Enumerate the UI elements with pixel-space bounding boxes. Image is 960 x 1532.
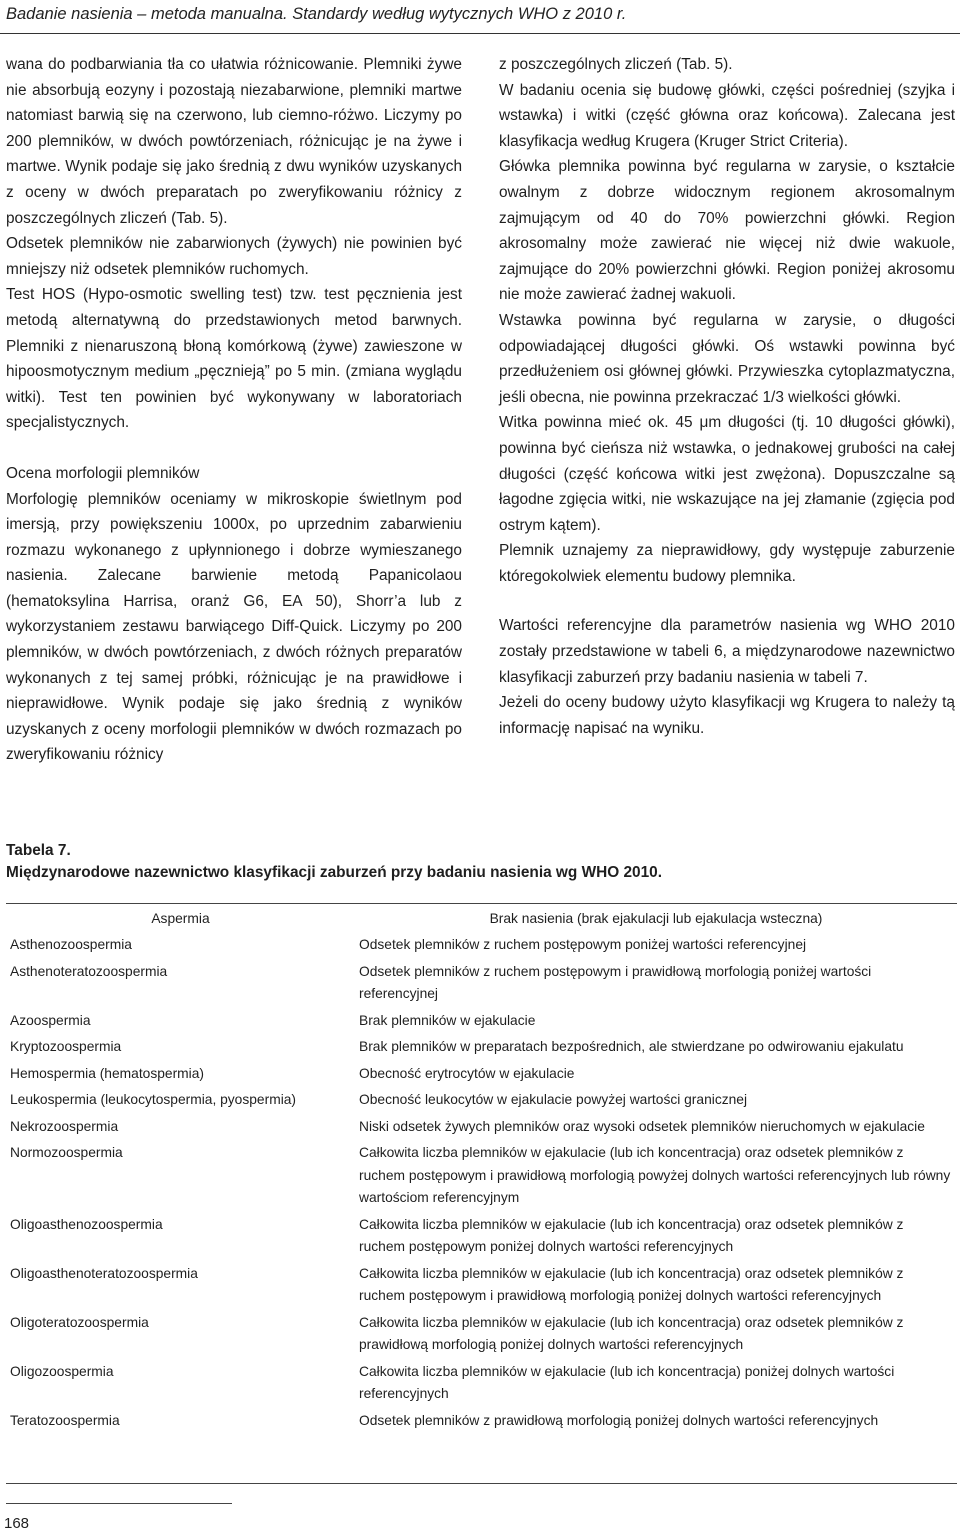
paragraph-morphology: Morfologię plemników oceniamy w mikroskopie świetlnym pod imersją, przy powiększeniu 1000x, po uprzednim zabarwieniu rozmazu wykonanego z upłynnionego i dobrze wymieszanego nasienia. Zalecane barwienie metodą Papanicolaou (hematoksylina Harrisa, oranż G6, EA 50), Shorr’a lub z wykorzystaniem zestawu barwiącego Diff-Quick. Liczymy po 200 plemników, w dwóch powtórzeniach, z dwóch różnych preparatów wykonanych z tej samej próbki, różnicując je na prawidłowe i nieprawidłowe. Wynik podaje się jako średnią z wyników uzyskanych z oceny morfologii plemników w dwóch rozmazach po zweryfikowaniu różnicy	[6, 490, 462, 764]
classification-table	[6, 903, 957, 1434]
header-term: Aspermia	[6, 904, 355, 933]
definition-cell: Całkowita liczba plemników w ejakulacie (lub ich koncentracja) oraz odsetek plemników z ruchem postępowym poniżej dolnych wartości referencyjnych	[359, 1216, 904, 1254]
footer-divider	[6, 1503, 232, 1504]
table-row	[6, 1034, 957, 1061]
table-row	[6, 1359, 957, 1408]
table-row	[6, 1310, 957, 1359]
paragraph-eosin: wana do podbarwiania tła co ułatwia różnicowanie. Plemniki żywe nie absorbują eozyny i pozostają niezabarwione, plemniki martwe natomiast barwią się na czerwono, lub ciemno-różwo. Liczymy po 200 plemników, w dwóch powtórzeniach, różnicując je na żywe i martwe. Wynik podaje się jako średnią z dwu wyników uzyskanych z oceny w dwóch preparatach po zweryfikowaniu różnicy z poszczególnych zliczeń (Tab. 5).	[6, 56, 462, 227]
header-definition: Brak nasienia (brak ejakulacji lub ejakulacja wsteczna)	[355, 904, 957, 933]
running-head: Badanie nasienia – metoda manualna. Standardy według wytycznych WHO z 2010 r.	[6, 5, 627, 23]
table-row	[6, 1408, 957, 1435]
definition-cell: Odsetek plemników z ruchem postępowym i prawidłową morfologią poniżej wartości referencyjnej	[359, 963, 872, 1001]
left-column	[6, 52, 462, 768]
definition-cell: Odsetek plemników z prawidłową morfologią poniżej dolnych wartości referencyjnych	[359, 1412, 879, 1428]
term-cell: Kryptozoospermia	[10, 1039, 122, 1054]
term-cell: Azoospermia	[10, 1012, 91, 1028]
term-cell: Normozoospermia	[10, 1145, 123, 1160]
table-label: Tabela 7.	[6, 842, 71, 859]
term-cell: Nekrozoospermia	[10, 1118, 119, 1134]
table-row	[6, 1008, 957, 1035]
paragraph-abnormal: Plemnik uznajemy za nieprawidłowy, gdy występuje zaburzenie któregokolwiek elementu budowy plemnika.	[499, 542, 955, 585]
term-cell: Hemospermia (hematospermia)	[10, 1065, 204, 1081]
table-row	[6, 932, 957, 959]
table-row	[6, 1061, 957, 1088]
table-row	[6, 1087, 957, 1114]
term-cell: Oligoasthenoteratozoospermia	[10, 1265, 198, 1281]
term-cell: Oligoteratozoospermia	[10, 1314, 149, 1330]
paragraph-structure: W badaniu ocenia się budowę główki, części pośredniej (szyjka i wstawka) i witki (część główna oraz końcowa). Zalecana jest klasyfikacja według Krugera (Kruger Strict Criteria).	[499, 81, 955, 150]
classification-table-grid	[6, 903, 957, 1434]
definition-cell: Obecność leukocytów w ejakulacie powyżej wartości granicznej	[359, 1092, 748, 1107]
definition-cell: Obecność erytrocytów w ejakulacie	[359, 1065, 575, 1081]
term-cell: Leukospermia (leukocytospermia, pyospermia)	[10, 1092, 297, 1107]
paragraph-reference-values: Wartości referencyjne dla parametrów nasienia wg WHO 2010 zostały przedstawione w tabeli 6, a międzynarodowe nazewnictwo klasyfikacji zaburzeń przy badaniu nasienia w tabeli 7.	[499, 617, 955, 686]
table-title: Międzynarodowe nazewnictwo klasyfikacji zaburzeń przy badaniu nasienia wg WHO 2010.	[6, 864, 662, 881]
definition-cell: Brak plemników w ejakulacie	[359, 1012, 536, 1028]
page-number: 168	[4, 1515, 30, 1532]
definition-cell: Brak plemników w preparatach bezpośrednich, ale stwierdzane po odwirowaniu ejakulatu	[359, 1039, 904, 1054]
definition-cell: Niski odsetek żywych plemników oraz wysoki odsetek plemników nieruchomych w ejakulacie	[359, 1118, 925, 1134]
table-bottom-rule	[6, 1483, 957, 1484]
definition-cell: Całkowita liczba plemników w ejakulacie (lub ich koncentracja) oraz odsetek plemników z prawidłową morfologią poniżej dolnych wartości referencyjnych	[359, 1314, 904, 1352]
paragraph-kruger-note: Jeżeli do oceny budowy użyto klasyfikacji wg Krugera to należy tą informację napisać na wyniku.	[499, 694, 955, 737]
term-cell: Oligoasthenozoospermia	[10, 1216, 163, 1232]
paragraph-continuation: z poszczególnych zliczeń (Tab. 5).	[499, 56, 733, 73]
paragraph-tail: Witka powinna mieć ok. 45 μm długości (tj. 10 długości główki), powinna być cieńsza niż wstawka, o jednakowej grubości na całej długości (część końcowa witki jest zwężona). Dopuszczalne są łagodne zgięcia witki, nie wskazujące na jej złamanie (zgięcia pod ostrym kątem).	[499, 414, 955, 534]
table-row	[6, 959, 957, 1008]
term-cell: Asthenoteratozoospermia	[10, 963, 168, 979]
definition-cell: Całkowita liczba plemników w ejakulacie (lub ich koncentracja) oraz odsetek plemników z ruchem postępowym i prawidłową morfologią poniżej dolnych wartości referencyjnych	[359, 1265, 904, 1303]
section-heading-morphology: Ocena morfologii plemników	[6, 464, 200, 482]
definition-cell: Całkowita liczba plemników w ejakulacie (lub ich koncentracja) oraz odsetek plemników z ruchem postępowym i prawidłową morfologią powyżej dolnych wartości referencyjnych lub równy wartościom referencyjnym	[359, 1145, 951, 1205]
table-caption	[6, 840, 946, 884]
definition-cell: Całkowita liczba plemników w ejakulacie (lub ich koncentracja) poniżej dolnych wartości referencyjnych	[359, 1363, 895, 1401]
paragraph-midpiece: Wstawka powinna być regularna w zarysie, o długości odpowiadającej długości główki. Oś wstawki powinna być przedłużeniem osi głównej główki. Przywieszka cytoplazmatyczna, jeśli obecna, nie powinna przekraczać 1/3 wielkości główki.	[499, 311, 955, 406]
header-divider	[0, 33, 960, 34]
right-column	[499, 52, 955, 741]
table-row	[6, 1114, 957, 1141]
definition-cell: Odsetek plemników z ruchem postępowym poniżej wartości referencyjnej	[359, 937, 807, 952]
table-row	[6, 1261, 957, 1310]
table-row	[6, 1212, 957, 1261]
paragraph-unstained: Odsetek plemników nie zabarwionych (żywych) nie powinien być mniejszy niż odsetek plemników ruchomych.	[6, 235, 462, 278]
term-cell: Teratozoospermia	[10, 1412, 120, 1428]
paragraph-hos-test: Test HOS (Hypo-osmotic swelling test) tzw. test pęcznienia jest metodą alternatywną do przedstawionych metod barwnych. Plemniki z nienaruszoną błoną komórkową (żywe) zawieszone w hipoosmotycznym medium „pęcznieją” po 5 min. (zmiana wyglądu witki). Test ten powinien być wykonywany w laboratoriach specjalistycznych.	[6, 286, 462, 432]
paragraph-head: Główka plemnika powinna być regularna w zarysie, o kształcie owalnym z dobrze widocznym regionem akrosomalnym zajmującym od 40 do 70% powierzchni główki. Region akrosomalny może zawierać nie więcej niż dwie wakuole, zajmujące do 20% powierzchni główki. Region poniżej akrosomu nie może zawierać żadnej wakuoli.	[499, 158, 955, 304]
table-row	[6, 1140, 957, 1212]
term-cell: Asthenozoospermia	[10, 937, 132, 952]
table-header-row	[6, 904, 957, 933]
term-cell: Oligozoospermia	[10, 1363, 114, 1379]
